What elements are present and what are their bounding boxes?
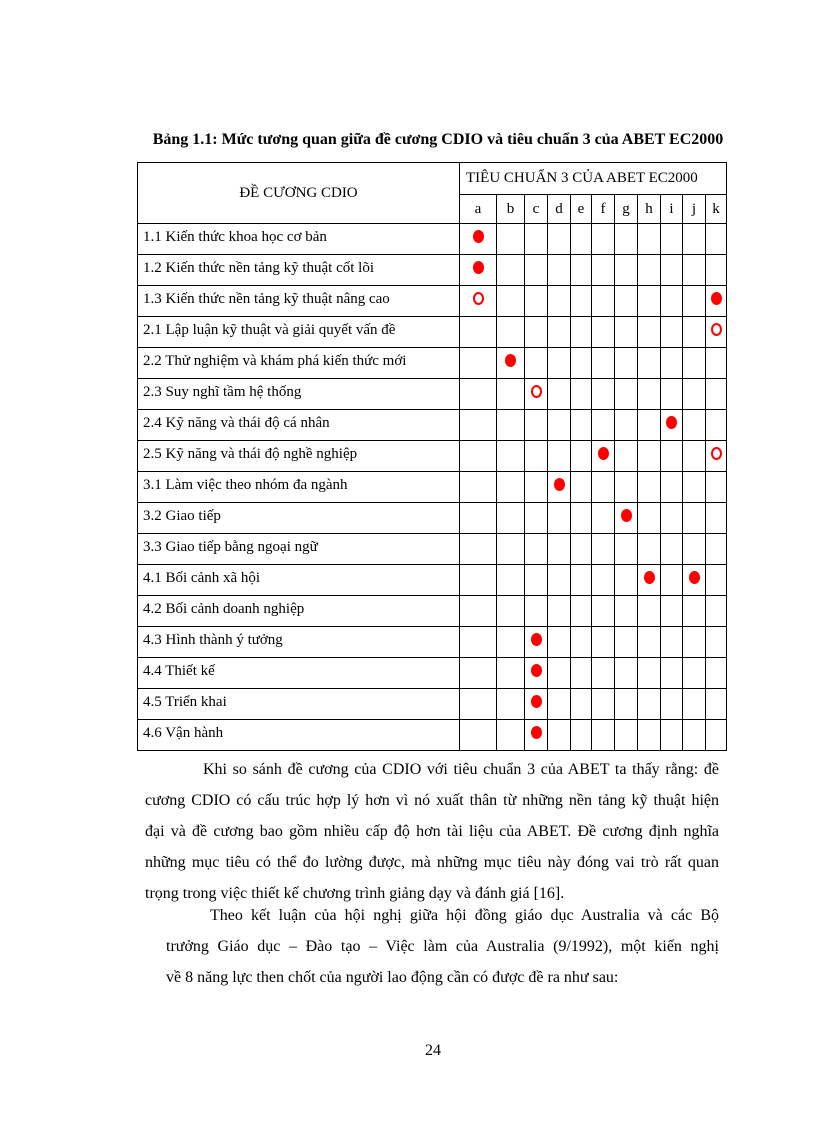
cell-b [497, 348, 525, 379]
row-label: 4.1 Bối cảnh xã hội [138, 565, 460, 596]
cell-i [661, 596, 683, 627]
cell-i [661, 503, 683, 534]
cell-g [615, 348, 638, 379]
cell-c [525, 658, 548, 689]
cell-f [592, 596, 615, 627]
cell-c [525, 503, 548, 534]
cell-k [706, 627, 727, 658]
cell-g [615, 286, 638, 317]
cell-k [706, 410, 727, 441]
cell-c [525, 379, 548, 410]
paragraph-line: trưởng Giáo dục – Đào tạo – Việc làm của Australia (9/1992), một kiến nghị [166, 938, 719, 955]
cell-d [548, 534, 571, 565]
table-row [138, 503, 727, 534]
table-row [138, 410, 727, 441]
row-label: 4.3 Hình thành ý tưởng [138, 627, 460, 658]
cell-h [638, 410, 661, 441]
cell-e [571, 317, 592, 348]
table-row [138, 317, 727, 348]
cell-h [638, 348, 661, 379]
paragraph-line: Khi so sánh đề cương của CDIO với tiêu chuẩn 3 của ABET ta thấy rằng: đề [203, 761, 719, 778]
cell-e [571, 565, 592, 596]
cell-i [661, 286, 683, 317]
cell-d [548, 255, 571, 286]
cell-c [525, 286, 548, 317]
column-header-g: g [615, 195, 638, 224]
cell-b [497, 534, 525, 565]
cell-i [661, 410, 683, 441]
table-row [138, 689, 727, 720]
cell-j [683, 317, 706, 348]
cell-k [706, 379, 727, 410]
cell-g [615, 472, 638, 503]
cell-j [683, 255, 706, 286]
row-label: 4.2 Bối cảnh doanh nghiệp [138, 596, 460, 627]
cell-h [638, 503, 661, 534]
cell-i [661, 348, 683, 379]
cell-h [638, 689, 661, 720]
cell-i [661, 627, 683, 658]
cell-e [571, 255, 592, 286]
cell-c [525, 472, 548, 503]
row-label: 3.3 Giao tiếp bằng ngoại ngữ [138, 534, 460, 565]
cell-i [661, 255, 683, 286]
table-row [138, 286, 727, 317]
cell-d [548, 348, 571, 379]
column-header-b: b [497, 195, 525, 224]
cell-g [615, 565, 638, 596]
cell-e [571, 472, 592, 503]
cell-k [706, 348, 727, 379]
filled-circle-icon [473, 261, 484, 274]
cell-j [683, 503, 706, 534]
cdio-abet-matrix [137, 162, 727, 751]
cell-a [460, 658, 497, 689]
cell-g [615, 441, 638, 472]
paragraph-line: Theo kết luận của hội nghị giữa hội đồng giáo dục Australia và các Bộ [210, 907, 719, 924]
filled-circle-icon [666, 416, 677, 429]
cell-i [661, 317, 683, 348]
cell-a [460, 286, 497, 317]
cell-a [460, 720, 497, 751]
cell-i [661, 472, 683, 503]
cell-g [615, 224, 638, 255]
row-label: 1.2 Kiến thức nền tảng kỹ thuật cốt lõi [138, 255, 460, 286]
cell-a [460, 224, 497, 255]
cell-j [683, 534, 706, 565]
cell-a [460, 689, 497, 720]
cell-j [683, 348, 706, 379]
cell-f [592, 720, 615, 751]
cell-e [571, 379, 592, 410]
cell-b [497, 596, 525, 627]
filled-circle-icon [689, 571, 700, 584]
cell-j [683, 720, 706, 751]
row-label: 2.3 Suy nghĩ tầm hệ thống [138, 379, 460, 410]
table-caption: Bảng 1.1: Mức tương quan giữa đề cương CDIO và tiêu chuẩn 3 của ABET EC2000 [152, 131, 724, 148]
paragraph-line: về 8 năng lực then chốt của người lao động cần có được đề ra như sau: [166, 969, 619, 986]
row-label: 3.1 Làm việc theo nhóm đa ngành [138, 472, 460, 503]
cell-j [683, 379, 706, 410]
left-header: ĐỀ CƯƠNG CDIO [138, 163, 460, 224]
cell-c [525, 348, 548, 379]
column-header-f: f [592, 195, 615, 224]
paragraph-line: những mục tiêu có thể đo lường được, mà những mục tiêu này đóng vai trò rất quan [145, 854, 719, 871]
cell-k [706, 658, 727, 689]
cell-h [638, 565, 661, 596]
hollow-circle-icon [531, 385, 542, 398]
cell-g [615, 658, 638, 689]
table-row [138, 441, 727, 472]
cell-k [706, 689, 727, 720]
filled-circle-icon [531, 695, 542, 708]
cell-e [571, 224, 592, 255]
table-row [138, 720, 727, 751]
hollow-circle-icon [473, 292, 484, 305]
page-number: 24 [425, 1042, 441, 1059]
cell-f [592, 410, 615, 441]
cell-j [683, 441, 706, 472]
cell-h [638, 534, 661, 565]
cell-e [571, 534, 592, 565]
cell-b [497, 658, 525, 689]
paragraph-line: trọng trong việc thiết kế chương trình giảng dạy và đánh giá [16]. [145, 885, 565, 902]
table-row [138, 224, 727, 255]
row-label: 4.6 Vận hành [138, 720, 460, 751]
cell-a [460, 472, 497, 503]
filled-circle-icon [554, 478, 565, 491]
table-row [138, 472, 727, 503]
cell-i [661, 534, 683, 565]
cell-k [706, 472, 727, 503]
row-label: 2.2 Thử nghiệm và khám phá kiến thức mới [138, 348, 460, 379]
cell-i [661, 658, 683, 689]
paragraph-2 [166, 900, 719, 993]
cell-f [592, 658, 615, 689]
cell-e [571, 720, 592, 751]
cell-b [497, 379, 525, 410]
row-label: 3.2 Giao tiếp [138, 503, 460, 534]
filled-circle-icon [473, 230, 484, 243]
column-header-e: e [571, 195, 592, 224]
column-header-d: d [548, 195, 571, 224]
column-header-k: k [706, 195, 727, 224]
cell-e [571, 441, 592, 472]
table-row [138, 534, 727, 565]
cell-d [548, 441, 571, 472]
cell-h [638, 596, 661, 627]
cell-c [525, 534, 548, 565]
cell-e [571, 503, 592, 534]
cell-c [525, 317, 548, 348]
cell-f [592, 689, 615, 720]
table-row [138, 565, 727, 596]
cell-k [706, 565, 727, 596]
cell-d [548, 410, 571, 441]
cell-g [615, 720, 638, 751]
cell-c [525, 441, 548, 472]
cell-a [460, 379, 497, 410]
cell-k [706, 255, 727, 286]
table-row [138, 658, 727, 689]
cell-k [706, 286, 727, 317]
column-header-c: c [525, 195, 548, 224]
cell-k [706, 224, 727, 255]
cell-j [683, 224, 706, 255]
cell-j [683, 410, 706, 441]
column-header-i: i [661, 195, 683, 224]
cell-d [548, 596, 571, 627]
table-row [138, 348, 727, 379]
cell-e [571, 658, 592, 689]
cell-h [638, 658, 661, 689]
cell-i [661, 224, 683, 255]
cell-a [460, 534, 497, 565]
cell-d [548, 689, 571, 720]
cell-g [615, 689, 638, 720]
cell-k [706, 596, 727, 627]
table-row [138, 379, 727, 410]
cell-a [460, 441, 497, 472]
cell-j [683, 689, 706, 720]
filled-circle-icon [644, 571, 655, 584]
cell-h [638, 255, 661, 286]
cell-i [661, 441, 683, 472]
row-label: 4.5 Triển khai [138, 689, 460, 720]
paragraph-1 [145, 754, 719, 909]
cell-d [548, 503, 571, 534]
cell-e [571, 689, 592, 720]
cell-d [548, 565, 571, 596]
cell-g [615, 317, 638, 348]
cell-d [548, 224, 571, 255]
cell-c [525, 720, 548, 751]
row-label: 2.4 Kỹ năng và thái độ cá nhân [138, 410, 460, 441]
cell-d [548, 472, 571, 503]
cell-a [460, 410, 497, 441]
cell-c [525, 596, 548, 627]
cell-f [592, 317, 615, 348]
row-label: 1.1 Kiến thức khoa học cơ bản [138, 224, 460, 255]
cell-d [548, 379, 571, 410]
cell-a [460, 348, 497, 379]
cell-b [497, 720, 525, 751]
cell-j [683, 596, 706, 627]
cell-b [497, 441, 525, 472]
cell-b [497, 410, 525, 441]
cell-f [592, 534, 615, 565]
cell-d [548, 627, 571, 658]
cell-b [497, 627, 525, 658]
cell-b [497, 224, 525, 255]
table-row [138, 596, 727, 627]
cell-h [638, 472, 661, 503]
hollow-circle-icon [711, 323, 722, 336]
cell-f [592, 255, 615, 286]
top-header: TIÊU CHUẨN 3 CỦA ABET EC2000 [460, 163, 727, 195]
column-header-h: h [638, 195, 661, 224]
cell-c [525, 224, 548, 255]
cell-b [497, 689, 525, 720]
cell-j [683, 565, 706, 596]
cell-i [661, 689, 683, 720]
cell-f [592, 224, 615, 255]
cell-f [592, 627, 615, 658]
cell-a [460, 596, 497, 627]
column-header-j: j [683, 195, 706, 224]
cell-g [615, 534, 638, 565]
cell-f [592, 565, 615, 596]
cell-a [460, 627, 497, 658]
cell-h [638, 627, 661, 658]
cell-j [683, 472, 706, 503]
filled-circle-icon [531, 664, 542, 677]
cell-k [706, 503, 727, 534]
cell-d [548, 658, 571, 689]
table-row [138, 627, 727, 658]
cell-f [592, 286, 615, 317]
filled-circle-icon [505, 354, 516, 367]
row-label: 2.5 Kỹ năng và thái độ nghề nghiệp [138, 441, 460, 472]
row-label: 2.1 Lập luận kỹ thuật và giải quyết vấn đề [138, 317, 460, 348]
filled-circle-icon [531, 633, 542, 646]
row-label: 4.4 Thiết kế [138, 658, 460, 689]
cell-b [497, 503, 525, 534]
cell-a [460, 565, 497, 596]
cell-a [460, 255, 497, 286]
cell-k [706, 534, 727, 565]
cell-e [571, 348, 592, 379]
cell-k [706, 317, 727, 348]
cell-a [460, 503, 497, 534]
cell-j [683, 658, 706, 689]
cell-i [661, 720, 683, 751]
cell-j [683, 627, 706, 658]
cell-c [525, 689, 548, 720]
cell-f [592, 348, 615, 379]
cell-d [548, 286, 571, 317]
column-header-a: a [460, 195, 497, 224]
cell-g [615, 627, 638, 658]
cell-e [571, 596, 592, 627]
cell-c [525, 627, 548, 658]
cell-c [525, 565, 548, 596]
cell-g [615, 379, 638, 410]
cell-f [592, 472, 615, 503]
cell-b [497, 317, 525, 348]
filled-circle-icon [621, 509, 632, 522]
cell-g [615, 255, 638, 286]
cell-h [638, 720, 661, 751]
row-label: 1.3 Kiến thức nền tảng kỹ thuật nâng cao [138, 286, 460, 317]
table-row [138, 255, 727, 286]
cell-a [460, 317, 497, 348]
cell-i [661, 565, 683, 596]
cell-h [638, 441, 661, 472]
cell-b [497, 255, 525, 286]
cell-b [497, 286, 525, 317]
cell-c [525, 255, 548, 286]
cell-h [638, 317, 661, 348]
cell-d [548, 720, 571, 751]
cell-f [592, 503, 615, 534]
cell-f [592, 441, 615, 472]
paragraph-line: cương CDIO có cấu trúc hợp lý hơn vì nó xuất thân từ những nền tảng kỹ thuật hiện [145, 792, 719, 809]
cell-k [706, 720, 727, 751]
cell-c [525, 410, 548, 441]
cell-h [638, 286, 661, 317]
cell-g [615, 410, 638, 441]
cell-h [638, 224, 661, 255]
cell-g [615, 596, 638, 627]
cell-i [661, 379, 683, 410]
hollow-circle-icon [711, 447, 722, 460]
cell-k [706, 441, 727, 472]
filled-circle-icon [531, 726, 542, 739]
filled-circle-icon [711, 292, 722, 305]
cell-e [571, 286, 592, 317]
cell-f [592, 379, 615, 410]
cell-j [683, 286, 706, 317]
cell-g [615, 503, 638, 534]
cell-e [571, 410, 592, 441]
cell-b [497, 565, 525, 596]
cell-d [548, 317, 571, 348]
cell-e [571, 627, 592, 658]
paragraph-line: đại và đề cương bao gồm nhiều cấp độ hơn tài liệu của ABET. Đề cương định nghĩa [145, 823, 719, 840]
cell-b [497, 472, 525, 503]
cell-h [638, 379, 661, 410]
filled-circle-icon [598, 447, 609, 460]
